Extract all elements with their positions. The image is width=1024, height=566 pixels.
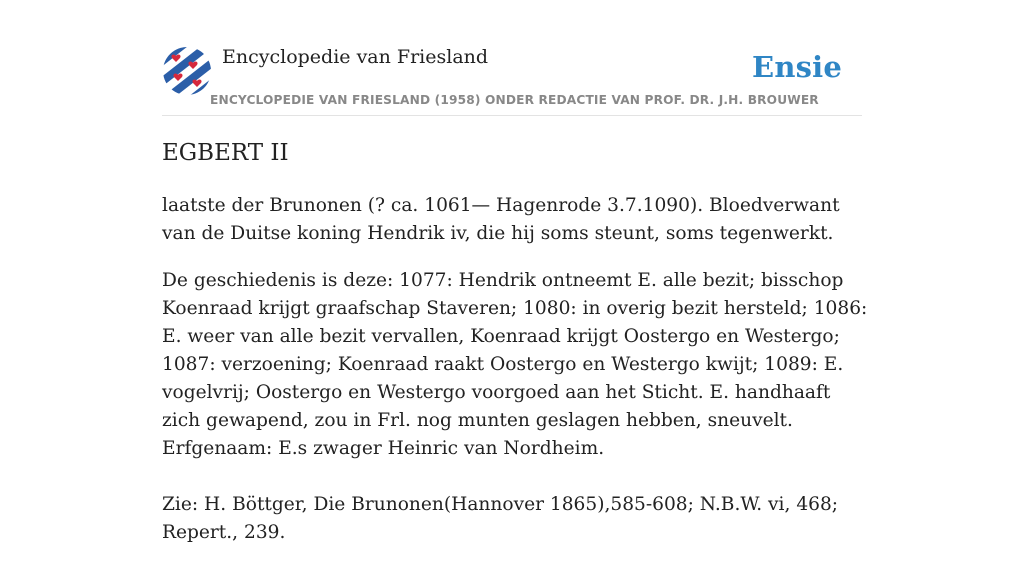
page-header — [162, 44, 862, 116]
source-title[interactable]: Encyclopedie van Friesland — [222, 46, 489, 68]
entry-references: Zie: H. Böttger, Die Brunonen(Hannover 1865),585-608; N.B.W. vi, 468; Repert., 239. — [162, 494, 839, 543]
frisian-flag-icon[interactable] — [162, 46, 212, 96]
header-divider — [162, 115, 862, 116]
brand-logo-link[interactable]: Ensie — [752, 50, 842, 84]
entry-paragraph: De geschiedenis is deze: 1077: Hendrik ontneemt E. alle bezit; bisschop Koenraad krijgt graafschap Staveren; 1080: in overig bezit hersteld; 1086: E. weer van alle bezit vervallen, Koenraad krijgt Oostergo en Westergo; 1087: verzoening; Koenraad raakt Oostergo en Westergo kwijt; 1089: E. vogelvrij; Oostergo en Westergo voorgoed aan het Sticht. E. handhaaft zich gewapend, zou in Frl. nog munten geslagen hebben, sneuvelt. Erfgenaam: E.s zwager Heinric van Nordheim. — [162, 270, 868, 459]
source-subtitle: ENCYCLOPEDIE VAN FRIESLAND (1958) ONDER REDACTIE VAN PROF. DR. J.H. BROUWER — [210, 93, 819, 107]
entry-title: EGBERT II — [162, 140, 289, 166]
entry-paragraph: laatste der Brunonen (? ca. 1061— Hagenrode 3.7.1090). Bloedverwant van de Duitse koning Hendrik iv, die hij soms steunt, soms tegenwerkt. — [162, 195, 840, 244]
entry-content — [162, 192, 874, 566]
